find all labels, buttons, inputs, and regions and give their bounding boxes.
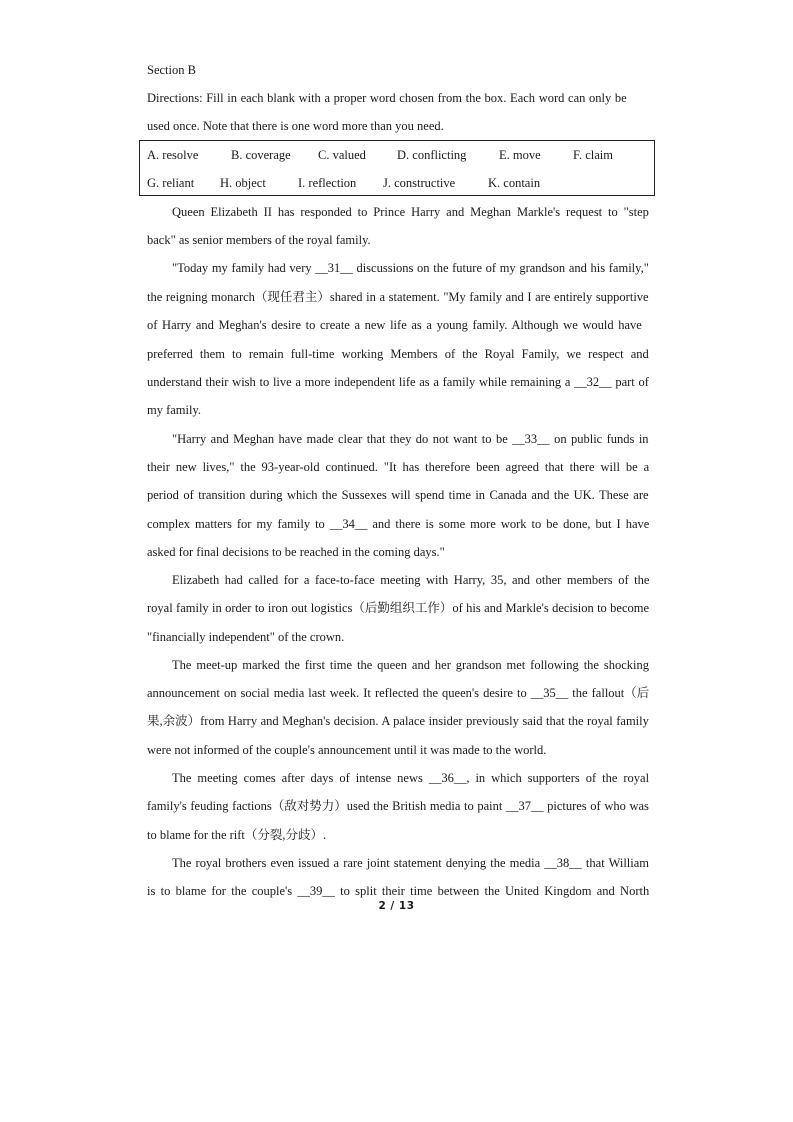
option-f: F. claim (573, 148, 613, 162)
passage-line: my family. (147, 403, 202, 417)
passage-line: The meeting comes after days of intense news __36__, in which supporters of the royal (172, 771, 650, 785)
passage-line: The meet-up marked the first time the queen and her grandson met following the shocking (172, 658, 650, 672)
directions-line-1: Directions: Fill in each blank with a proper word chosen from the box. Each word can only be (147, 91, 627, 105)
passage-line: to blame for the rift（分裂,分歧）. (147, 828, 327, 842)
passage-line: "Today my family had very __31__ discussions on the future of my grandson and his family," (172, 261, 649, 275)
passage-line: family's feuding factions（敌对势力）used the British media to paint __37__ pictures of who was (147, 799, 649, 813)
option-h: H. object (220, 176, 266, 190)
passage-line: "financially independent" of the crown. (147, 630, 345, 644)
passage-line: understand their wish to live a more independent life as a family while remaining a __32__ part of (147, 375, 649, 389)
section-title: Section B (147, 63, 196, 77)
option-d: D. conflicting (397, 148, 467, 162)
passage-line: complex matters for my family to __34__ and there is some more work to be done, but I have (147, 517, 650, 531)
passage-line: 果,余波）from Harry and Meghan's decision. A palace insider previously said that the royal family (147, 714, 649, 728)
passage-line: of Harry and Meghan's desire to create a new life as a young family. Although we would have (147, 318, 642, 332)
page-number: 2 / 13 (378, 900, 415, 912)
passage-line: "Harry and Meghan have made clear that they do not want to be __33__ on public funds in (172, 432, 649, 446)
passage-line: period of transition during which the Sussexes will spend time in Canada and the UK. These are (147, 488, 649, 502)
option-e: E. move (499, 148, 541, 162)
passage-line: The royal brothers even issued a rare joint statement denying the media __38__ that William (172, 856, 650, 870)
passage-line: Elizabeth had called for a face-to-face meeting with Harry, 35, and other members of the (172, 573, 650, 587)
passage-line: preferred them to remain full-time working Members of the Royal Family, we respect and (147, 347, 649, 361)
passage-line: Queen Elizabeth II has responded to Prince Harry and Meghan Markle's request to "step (172, 205, 649, 219)
option-i: I. reflection (298, 176, 357, 190)
passage-line: royal family in order to iron out logistics（后勤组织工作）of his and Markle's decision to become (147, 601, 650, 615)
option-j: J. constructive (383, 176, 456, 190)
passage-line: is to blame for the couple's __39__ to split their time between the United Kingdom and North (147, 884, 650, 898)
option-b: B. coverage (231, 148, 291, 162)
option-k: K. contain (488, 176, 541, 190)
passage-line: back" as senior members of the royal family. (147, 233, 371, 247)
option-c: C. valued (318, 148, 366, 162)
passage-line: the reigning monarch（现任君主）shared in a statement. "My family and I are entirely supportive (147, 290, 649, 304)
option-a: A. resolve (147, 148, 199, 162)
passage-line: their new lives," the 93-year-old continued. "It has therefore been agreed that there will be a (147, 460, 650, 474)
passage-line: announcement on social media last week. It reflected the queen's desire to __35__ the fallout（后 (147, 686, 650, 700)
option-g: G. reliant (147, 176, 195, 190)
passage-line: asked for final decisions to be reached in the coming days." (147, 545, 445, 559)
directions-line-2: used once. Note that there is one word more than you need. (147, 119, 444, 133)
passage-line: were not informed of the couple's announcement until it was made to the world. (147, 743, 547, 757)
